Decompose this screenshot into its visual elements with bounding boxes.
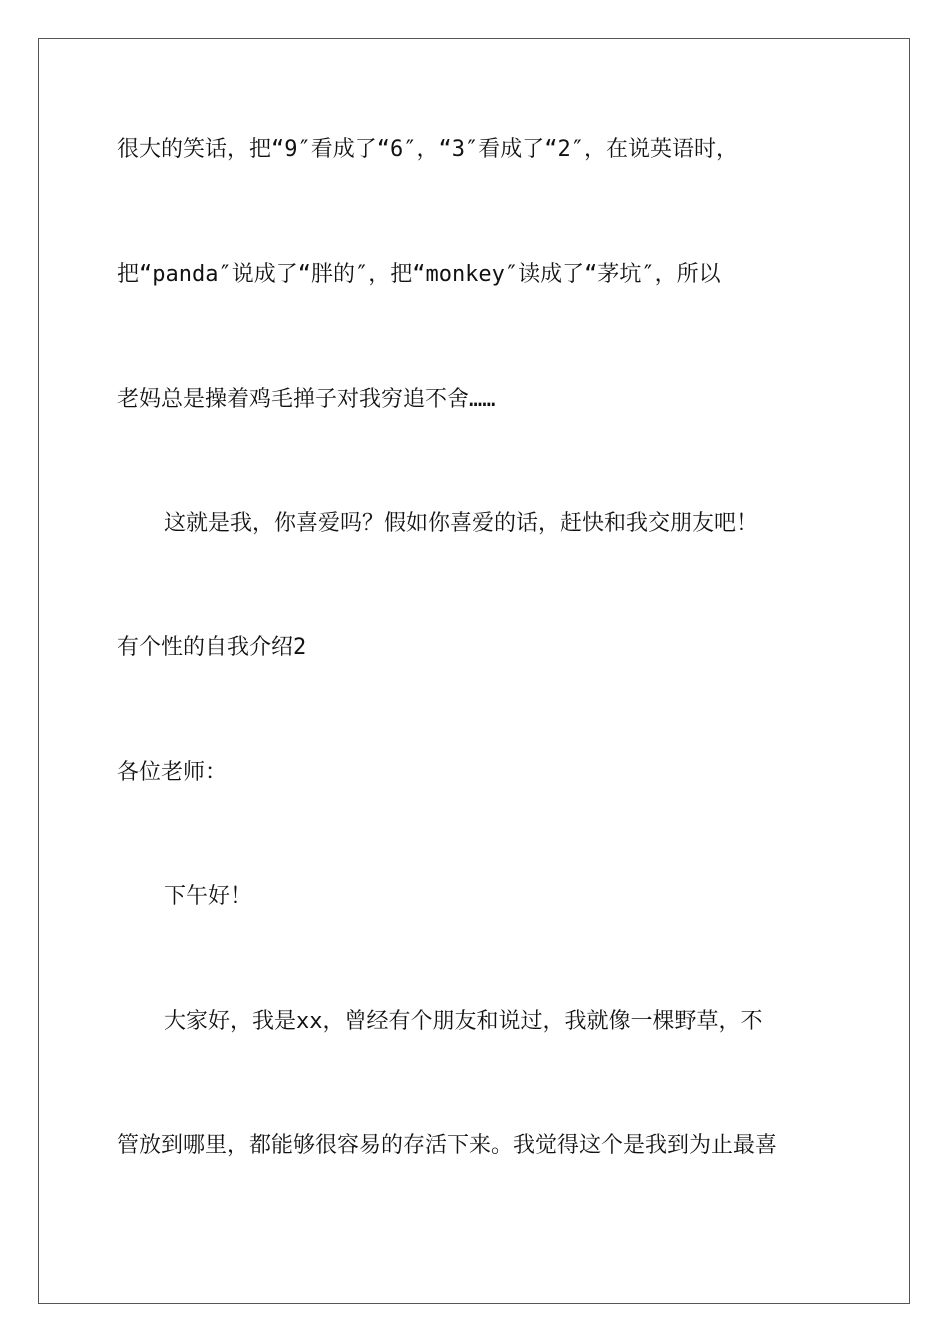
salutation: 各位老师： [117, 760, 228, 785]
paragraph-line-4: 这就是我，你喜爱吗？假如你喜爱的话，赶快和我交朋友吧！ [164, 511, 759, 536]
paragraph-line-8: 大家好，我是xx，曾经有个朋友和说过，我就像一棵野草，不 [164, 1009, 763, 1034]
greeting-line: 下午好！ [164, 884, 253, 909]
paragraph-line-9: 管放到哪里，都能够很容易的存活下来。我觉得这个是我到为止最喜 [117, 1133, 778, 1158]
paragraph-line-1: 很大的笑话，把“9″看成了“6″，“3″看成了“2″，在说英语时， [117, 137, 738, 162]
paragraph-line-2: 把“panda″说成了“胖的″，把“monkey″读成了“茅坑″，所以 [117, 262, 721, 287]
section-heading: 有个性的自我介绍2 [117, 635, 307, 660]
paragraph-line-3: 老妈总是操着鸡毛掸子对我穷追不舍…… [117, 387, 496, 412]
page-frame [38, 38, 910, 1304]
